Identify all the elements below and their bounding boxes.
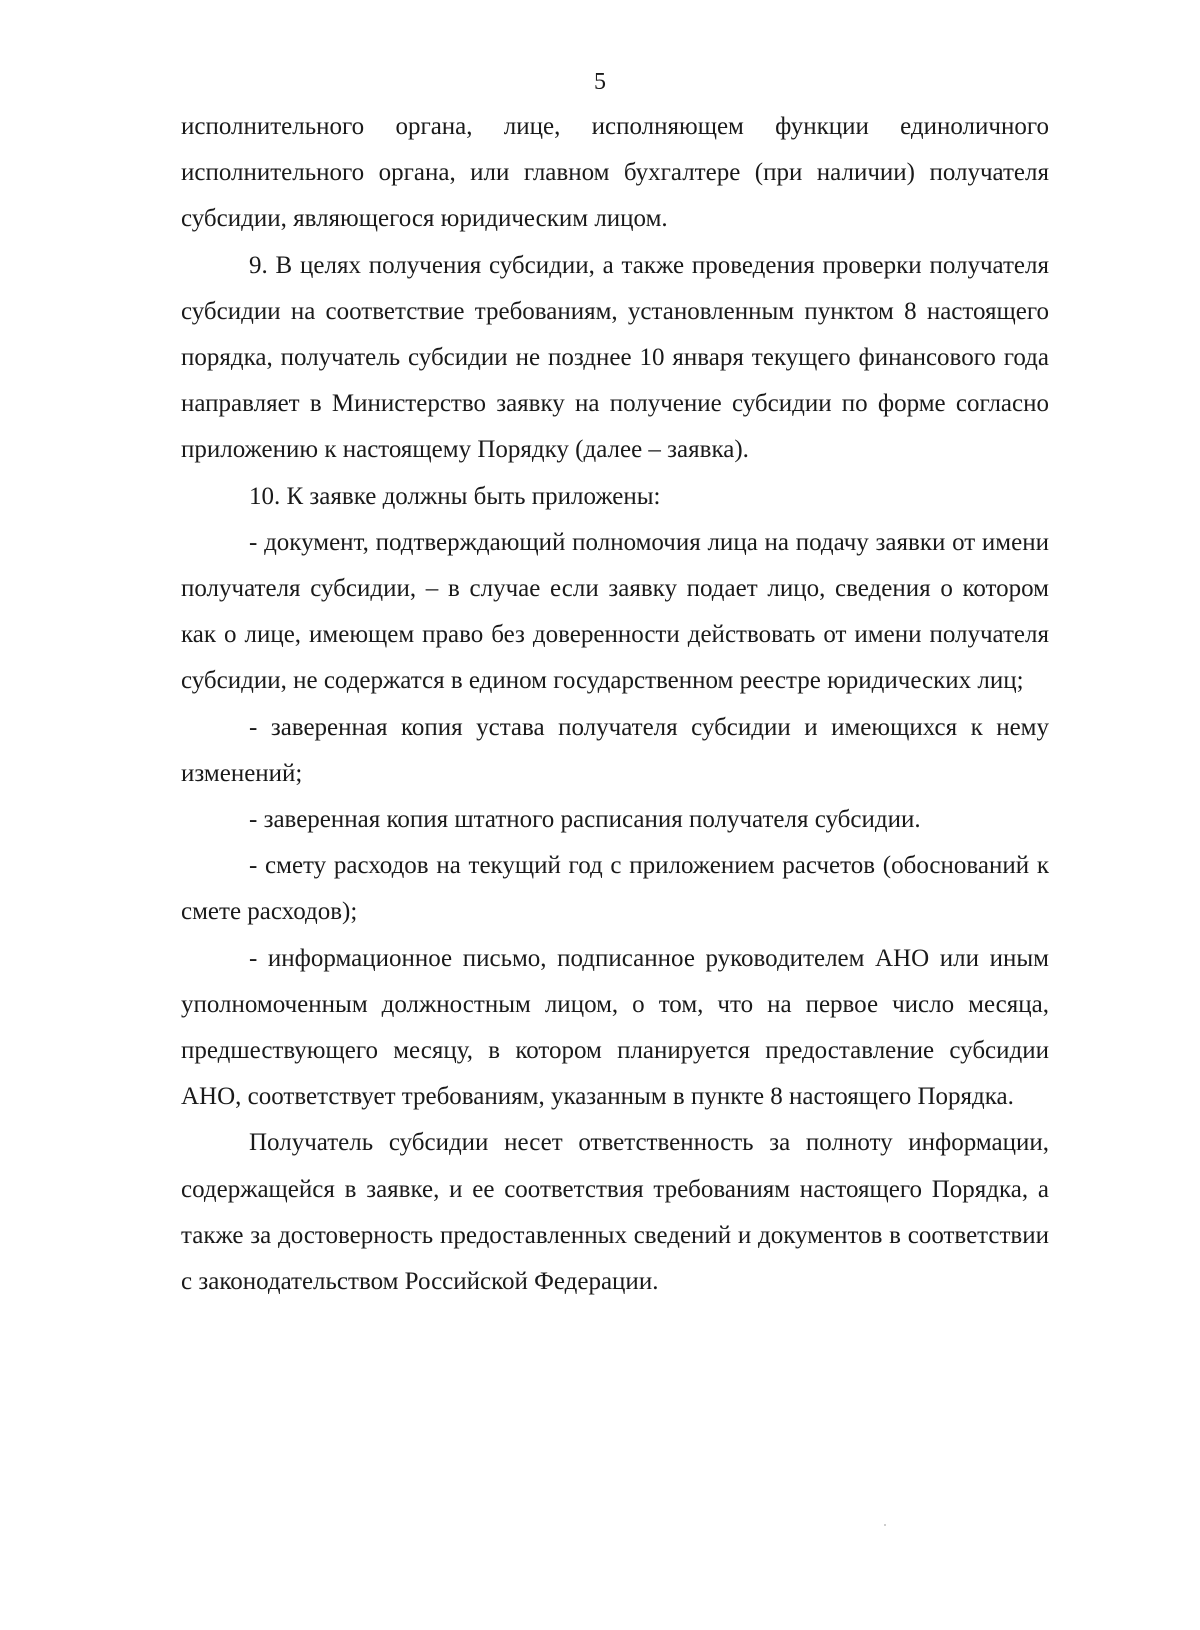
list-item-information-letter: - информационное письмо, подписанное руководителем АНО или иным уполномоченным должностным лицом, о том, что на первое число месяца, предшествующего месяцу, в котором планируется предоставление субсидии АНО, соответствует требованиям, указанным в пункте 8 настоящего Порядка. [181, 944, 1049, 1111]
paragraph-responsibility: Получатель субсидии несет ответственность за полноту информации, содержащейся в заявке, и ее соответствия требованиям настоящего Порядка, а также за достоверность предоставленных сведений и документов в соответствии с законодательством Российской Федерации. [181, 1129, 1049, 1296]
page-number: 5 [594, 69, 606, 95]
scan-speck [884, 1524, 886, 1526]
list-item-authority-document: - документ, подтверждающий полномочия лица на подачу заявки от имени получателя субсидии, – в случае если заявку подает лицо, сведения о котором как о лице, имеющем право без доверенности действовать от имени получателя субсидии, не содержатся в едином государственном реестре юридических лиц; [181, 528, 1049, 695]
list-item-charter-copy: - заверенная копия устава получателя субсидии и имеющихся к нему изменений; [181, 713, 1049, 787]
paragraph-item-10: 10. К заявке должны быть приложены: [249, 482, 661, 510]
paragraph-item-9: 9. В целях получения субсидии, а также проведения проверки получателя субсидии на соответствие требованиям, установленным пунктом 8 настоящего порядка, получатель субсидии не позднее 10 января текущего финансового года направляет в Министерство заявку на получение субсидии по форме согласно приложению к настоящему Порядку (далее – заявка). [181, 251, 1049, 464]
list-item-expense-estimate: - смету расходов на текущий год с приложением расчетов (обоснований к смете расходов); [181, 852, 1049, 926]
list-item-staff-schedule: - заверенная копия штатного расписания получателя субсидии. [249, 806, 921, 834]
document-body [181, 104, 1049, 1305]
paragraph-continuation: исполнительного органа, лице, исполняющем функции единоличного исполнительного органа, или главном бухгалтере (при наличии) получателя субсидии, являющегося юридическим лицом. [181, 113, 1049, 233]
